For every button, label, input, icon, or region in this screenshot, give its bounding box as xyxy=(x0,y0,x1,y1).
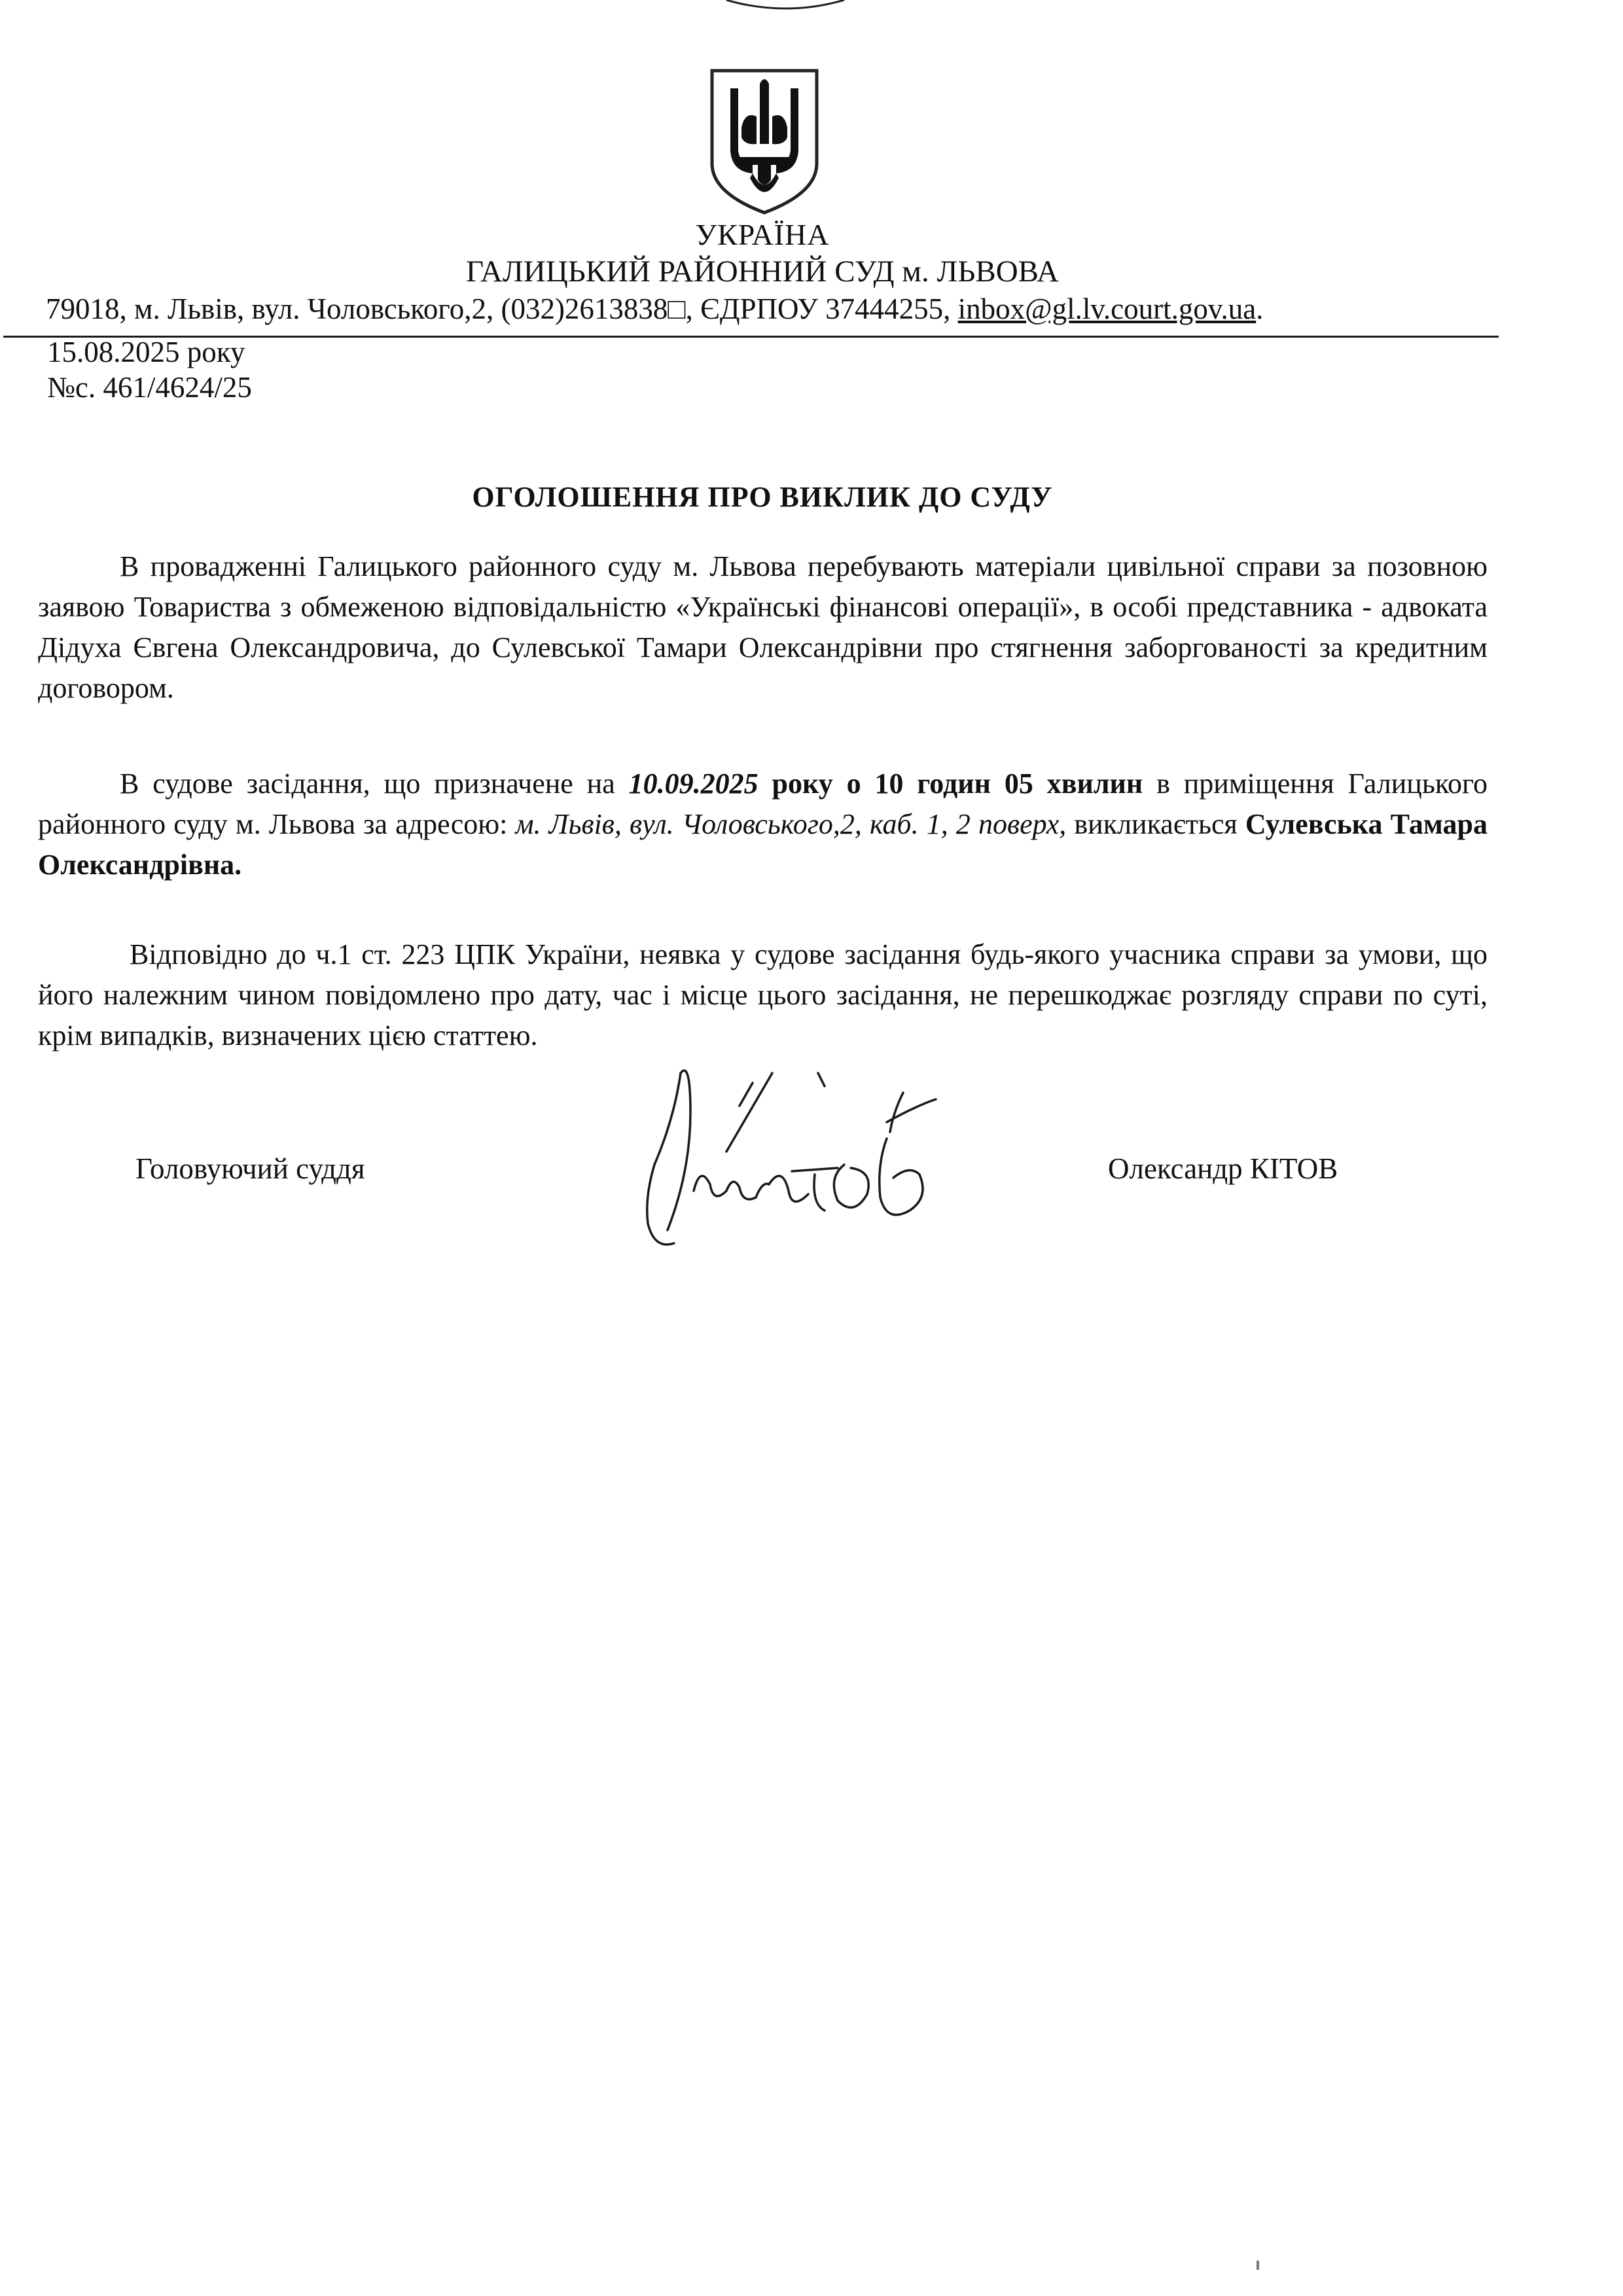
document-date: 15.08.2025 року xyxy=(47,336,245,368)
paragraph-legal-notice-text: Відповідно до ч.1 ст. 223 ЦПК України, неявка у судове засідання будь-якого учасника справи за умови, що його належним чином повідомлено про дату, час і місце цього засідання, не перешкоджає розгляду справи по суті, крім випадків, визначених цією статтею. xyxy=(38,938,1488,1051)
handwritten-signature xyxy=(628,1034,995,1269)
court-address-end: . xyxy=(1256,292,1264,325)
hearing-before-name: викликається xyxy=(1066,808,1245,840)
judge-role: Головуючий суддя xyxy=(135,1152,365,1185)
judge-name: Олександр КІТОВ xyxy=(1108,1152,1338,1185)
paragraph-proceedings xyxy=(38,546,1488,709)
hearing-lead: В судове засідання, що призначене на xyxy=(120,768,629,800)
coat-of-arms-icon xyxy=(705,65,823,216)
court-name-heading: ГАЛИЦЬКИЙ РАЙОННИЙ СУД м. ЛЬВОВА xyxy=(466,255,1059,289)
hearing-time: року о 10 годин 05 хвилин xyxy=(758,768,1143,800)
court-address: 79018, м. Львів, вул. Чоловського,2, (032)2613838□, ЄДРПОУ 37444255, xyxy=(46,292,958,325)
court-email-link[interactable]: inbox@gl.lv.court.gov.ua xyxy=(957,292,1257,325)
paragraph-proceedings-text: В провадженні Галицького районного суду м. Львова перебувають матеріали цивільної справи за позовною заявою Товариства з обмеженою відповідальністю «Українські фінансові операції», в особі представника - адвоката Дідуха Євгена Олександровича, до Сулевської Тамари Олександрівни про стягнення заборгованості за кредитним договором. xyxy=(38,550,1488,704)
scan-speck xyxy=(1257,2261,1259,2270)
paragraph-hearing xyxy=(38,764,1488,885)
hearing-date: 10.09.2025 xyxy=(628,768,758,800)
hearing-place: м. Львів, вул. Чоловського,2, каб. 1, 2 поверх, xyxy=(515,808,1067,840)
page-edge-mark xyxy=(723,0,847,12)
case-number: №с. 461/4624/25 xyxy=(47,371,252,404)
hearing-mid: в приміщення Галицького районного суду м. Львова за адресою: xyxy=(38,768,1488,840)
court-address-line xyxy=(46,292,1505,326)
document-title: ОГОЛОШЕННЯ ПРО ВИКЛИК ДО СУДУ xyxy=(472,481,1053,513)
summoned-person: Сулевська Тамара Олександрівна. xyxy=(38,808,1488,881)
country-heading: УКРАЇНА xyxy=(695,218,830,251)
